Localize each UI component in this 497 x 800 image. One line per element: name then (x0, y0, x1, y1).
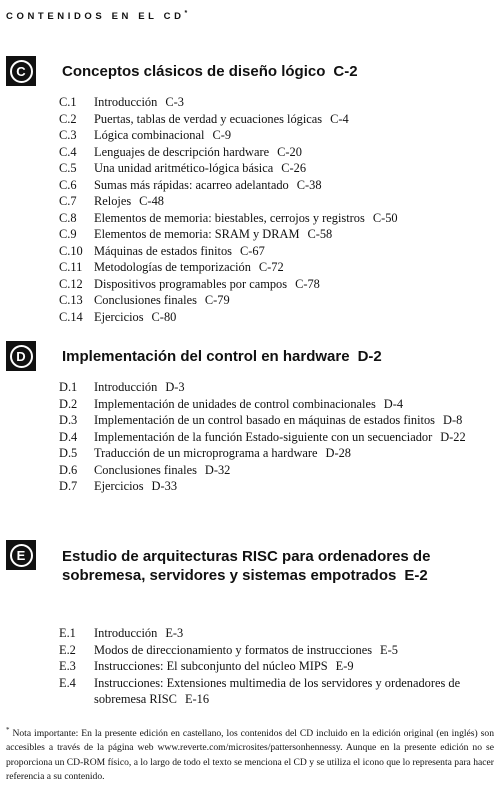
toc-entry-title: Relojes (94, 194, 132, 208)
header-footnote-marker: * (184, 10, 188, 17)
toc-entry-page: D-32 (204, 462, 231, 477)
toc-entry-page: C-79 (204, 293, 230, 307)
toc-entry-number: D.3 (59, 413, 78, 427)
toc-entry-title: Metodologías de temporización (94, 260, 251, 274)
toc-entry-page: D-22 (440, 429, 466, 444)
toc-entry-text (94, 412, 486, 429)
toc-entry (0, 642, 497, 659)
toc-entry-title: Elementos de memoria: SRAM y DRAM (94, 227, 300, 241)
toc-entry-title: Dispositivos programables por campos (94, 276, 288, 291)
section-e-entries (0, 625, 497, 708)
toc-entry (0, 226, 497, 243)
header-title: CONTENIDOS EN EL CD (6, 11, 185, 23)
toc-entry-number: C.11 (59, 260, 83, 274)
toc-entry (0, 675, 497, 708)
toc-entry (0, 625, 497, 642)
section-d-title-text: Implementación del control en hardware (62, 348, 350, 365)
toc-entry-number: E.4 (59, 675, 76, 690)
toc-entry-title: Conclusiones finales (94, 462, 197, 477)
toc-entry-number: C.8 (59, 210, 77, 225)
toc-entry-page: C-48 (139, 194, 164, 208)
toc-entry-page: C-20 (277, 144, 302, 159)
section-c-title (62, 62, 487, 81)
toc-entry (0, 292, 497, 309)
toc-entry-page: C-9 (212, 128, 232, 142)
toc-entry-text (94, 210, 486, 227)
toc-entry-title: Instrucciones: Extensiones multimedia de los servidores y ordenadores de sobremesa RISC (94, 675, 461, 706)
toc-entry-title: Lenguajes de descripción hardware (94, 144, 270, 159)
toc-entry-text (94, 193, 486, 210)
toc-entry-text (94, 642, 486, 659)
toc-entry (0, 429, 497, 446)
toc-entry-text (94, 111, 486, 128)
toc-entry-number: D.2 (59, 396, 78, 411)
toc-entry (0, 445, 497, 462)
toc-entry-number: C.5 (59, 161, 77, 175)
toc-entry (0, 658, 497, 675)
section-d-title (62, 347, 487, 366)
section-e-title-text: Estudio de arquitecturas RISC para ordenadores de sobremesa, servidores y sistemas empotrados (62, 548, 431, 584)
toc-entry-page: D-33 (151, 479, 178, 493)
section-e-page: E-2 (404, 567, 428, 584)
footnote (6, 723, 494, 784)
section-e-title (62, 547, 472, 585)
section-d-cd-icon (6, 341, 36, 371)
toc-entry-title: Introducción (94, 95, 158, 109)
section-c-page: C-2 (333, 63, 358, 80)
toc-entry-title: Una unidad aritmético-lógica básica (94, 161, 274, 175)
toc-entry-number: C.7 (59, 194, 77, 208)
toc-entry-text (94, 243, 486, 260)
toc-entry-page: E-9 (335, 659, 354, 673)
toc-entry (0, 462, 497, 479)
toc-entry-text (94, 462, 486, 479)
toc-entry-title: Lógica combinacional (94, 128, 205, 142)
toc-entry-page: C-58 (307, 227, 333, 241)
toc-entry (0, 160, 497, 177)
toc-entry (0, 144, 497, 161)
toc-entry-title: Ejercicios (94, 309, 144, 324)
toc-entry (0, 478, 497, 495)
toc-entry-page: D-28 (325, 446, 351, 460)
toc-entry (0, 193, 497, 210)
toc-entry-text (94, 658, 486, 675)
footnote-text: Nota importante: En la presente edición en castellano, los contenidos del CD incluido en la edición original (en inglés) son accesibles a través de la página web www.reverte.com/microsites/pattersonhennessy. Aunque en la presente edición no se proporciona un CD-ROM físico, a lo largo de todo el texto se menciona el CD y se utiliza el icono que lo representa para hacer referencia a su contenido. (6, 728, 494, 783)
toc-entry-page: C-78 (295, 276, 320, 291)
toc-entry-text (94, 177, 486, 194)
toc-entry-number: D.5 (59, 446, 78, 460)
toc-entry-text (94, 94, 486, 111)
toc-entry (0, 243, 497, 260)
toc-entry-number: E.1 (59, 626, 76, 640)
toc-entry-title: Introducción (94, 380, 158, 394)
toc-entry-text (94, 127, 486, 144)
toc-entry-page: C-4 (330, 111, 349, 126)
toc-entry-number: C.2 (59, 111, 77, 126)
section-d-entries (0, 379, 497, 495)
toc-entry-text (94, 429, 486, 446)
toc-entry-text (94, 396, 486, 413)
toc-entry-page: C-50 (372, 210, 398, 225)
toc-entry-text (94, 675, 486, 708)
toc-entry-page: D-3 (165, 380, 185, 394)
page-header (6, 10, 187, 22)
section-c-letter: C (10, 60, 33, 83)
section-c-entries (0, 94, 497, 325)
toc-entry-title: Ejercicios (94, 479, 144, 493)
toc-entry-number: C.6 (59, 177, 77, 192)
toc-entry-page: E-3 (165, 626, 184, 640)
toc-entry-text (94, 259, 486, 276)
toc-entry-number: C.10 (59, 243, 83, 258)
toc-entry-page: E-5 (380, 642, 398, 657)
toc-entry-number: C.4 (59, 144, 77, 159)
toc-entry-page: C-67 (240, 243, 265, 258)
toc-entry-number: C.13 (59, 293, 83, 307)
toc-entry-number: C.14 (59, 309, 83, 324)
toc-entry-title: Conclusiones finales (94, 293, 197, 307)
toc-entry-number: D.4 (59, 429, 78, 444)
section-c-title-text: Conceptos clásicos de diseño lógico (62, 63, 326, 80)
toc-entry (0, 396, 497, 413)
toc-entry-page: C-3 (165, 95, 184, 109)
toc-entry (0, 309, 497, 326)
section-d-letter: D (10, 345, 33, 368)
toc-entry-text (94, 144, 486, 161)
toc-entry-title: Implementación de un control basado en máquinas de estados finitos (94, 413, 435, 427)
section-c-cd-icon (6, 56, 36, 86)
toc-entry-title: Implementación de unidades de control combinacionales (94, 396, 376, 411)
toc-entry-text (94, 160, 486, 177)
toc-entry-text (94, 309, 486, 326)
toc-entry-title: Instrucciones: El subconjunto del núcleo MIPS (94, 659, 328, 673)
toc-entry-text (94, 478, 486, 495)
toc-entry-text (94, 276, 486, 293)
toc-entry-text (94, 292, 486, 309)
toc-entry-page: C-72 (258, 260, 284, 274)
toc-entry-title: Máquinas de estados finitos (94, 243, 232, 258)
toc-entry-text (94, 445, 486, 462)
toc-entry (0, 111, 497, 128)
toc-entry-number: C.3 (59, 128, 77, 142)
section-e-cd-icon (6, 540, 36, 570)
footnote-marker: * (6, 726, 10, 734)
toc-entry-title: Puertas, tablas de verdad y ecuaciones lógicas (94, 111, 323, 126)
toc-entry-number: D.7 (59, 479, 78, 493)
toc-entry-page: C-38 (296, 177, 322, 192)
toc-entry-title: Elementos de memoria: biestables, cerrojos y registros (94, 210, 365, 225)
toc-entry-title: Modos de direccionamiento y formatos de instrucciones (94, 642, 373, 657)
toc-entry (0, 210, 497, 227)
toc-entry (0, 412, 497, 429)
toc-entry-number: D.6 (59, 462, 78, 477)
toc-entry-number: C.1 (59, 95, 77, 109)
toc-entry-number: C.12 (59, 276, 83, 291)
toc-entry-text (94, 625, 486, 642)
toc-entry-number: C.9 (59, 227, 77, 241)
toc-entry-page: C-26 (281, 161, 307, 175)
toc-entry-page: C-80 (151, 309, 177, 324)
toc-entry-title: Implementación de la función Estado-siguiente con un secuenciador (94, 429, 433, 444)
toc-entry (0, 127, 497, 144)
toc-entry-page: E-16 (184, 692, 210, 706)
toc-entry (0, 94, 497, 111)
toc-entry (0, 379, 497, 396)
toc-entry (0, 276, 497, 293)
toc-entry-number: E.2 (59, 642, 76, 657)
toc-entry-text (94, 379, 486, 396)
toc-entry-title: Introducción (94, 626, 158, 640)
toc-entry-number: E.3 (59, 659, 76, 673)
toc-entry-page: D-8 (443, 413, 463, 427)
toc-entry (0, 177, 497, 194)
section-e-letter: E (10, 544, 33, 567)
toc-entry (0, 259, 497, 276)
toc-entry-text (94, 226, 486, 243)
toc-entry-number: D.1 (59, 380, 78, 394)
section-d-page: D-2 (357, 348, 382, 365)
toc-entry-title: Traducción de un microprograma a hardware (94, 446, 318, 460)
toc-entry-page: D-4 (383, 396, 404, 411)
toc-entry-title: Sumas más rápidas: acarreo adelantado (94, 177, 289, 192)
